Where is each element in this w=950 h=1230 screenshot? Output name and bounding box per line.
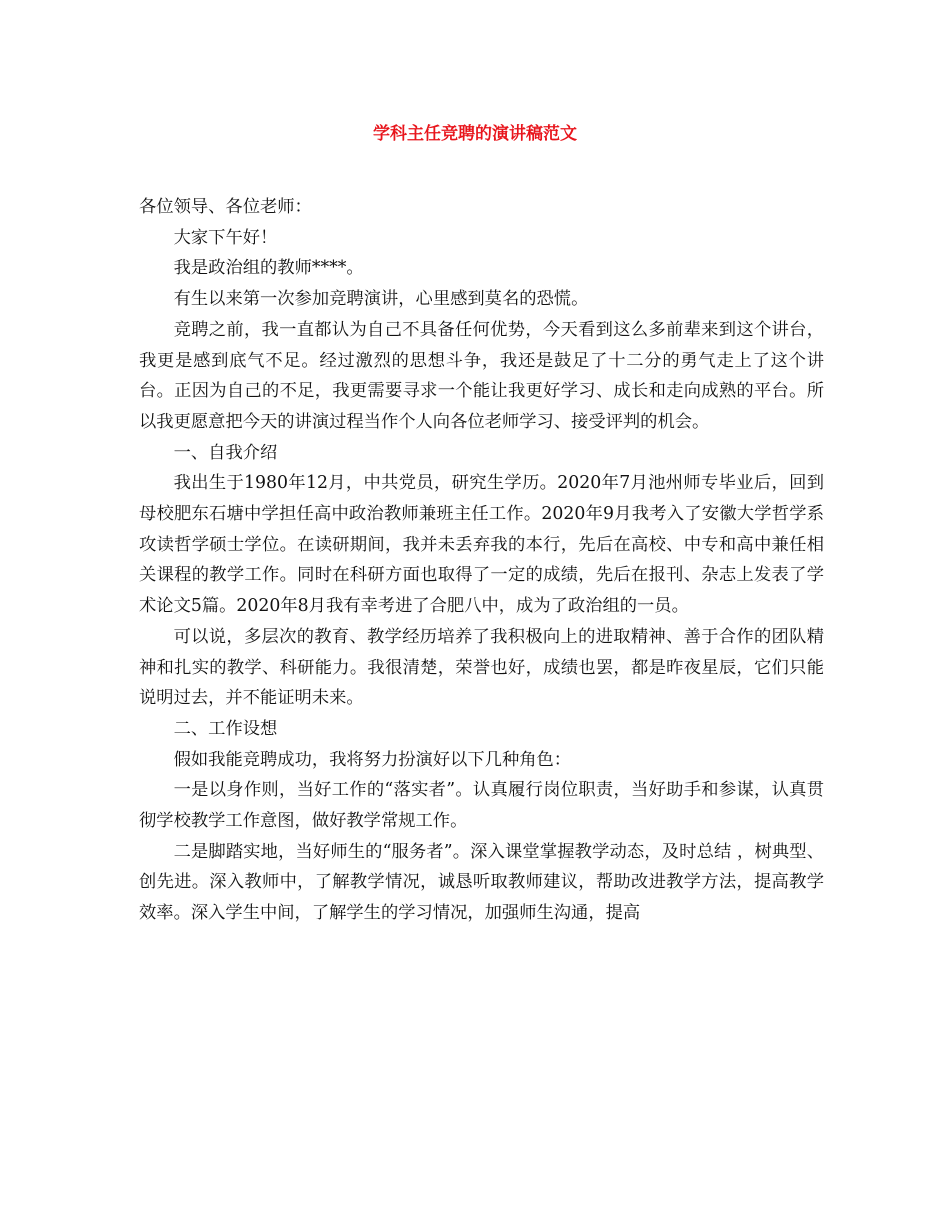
section-heading-work-plan: 二、工作设想	[173, 718, 278, 739]
salutation: 各位领导、各位老师：	[139, 197, 312, 217]
greeting-paragraph: 大家下午好！	[173, 227, 278, 248]
background-paragraph: 我出生于1980年12月，中共党员，研究生学历。2020年7月池州师专毕业后，回到母校肥东石塘中学担任高中政治教师兼班主任工作。2020年9月我考入了安徽大学哲学系攻读哲学硕士学位。在读研期间，我并未丢弃我的本行，先后在高校、中专和高中兼任相关课程的教学工作。同时在科研方面也取得了一定的成绩，先后在报刊、杂志上发表了学术论文5篇。2020年8月我有幸考进了合肥八中，成为了政治组的一员。	[139, 473, 824, 617]
feeling-paragraph: 有生以来第一次参加竞聘演讲，心里感到莫名的恐慌。	[173, 289, 589, 310]
experience-paragraph: 可以说，多层次的教育、教学经历培养了我积极向上的进取精神、善于合作的团队精神和扎实的教学、科研能力。我很清楚，荣誉也好，成绩也罢，都是昨夜星辰，它们只能说明过去，并不能证明未来。	[139, 626, 824, 709]
section-heading-self-introduction: 一、自我介绍	[173, 442, 278, 463]
role-implementer-paragraph: 一是以身作则，当好工作的“落实者”。认真履行岗位职责，当好助手和参谋，认真贯彻学校教学工作意图，做好教学常规工作。	[139, 780, 824, 832]
document-title: 学科主任竞聘的演讲稿范文	[373, 124, 577, 144]
roles-intro-paragraph: 假如我能竞聘成功，我将努力扮演好以下几种角色：	[173, 749, 572, 770]
document-body	[139, 192, 824, 929]
role-server-paragraph: 二是脚踏实地，当好师生的“服务者”。深入课堂掌握教学动态，及时总结 ，树典型、创先进。深入教师中，了解教学情况，诚恳听取教师建议，帮助改进教学方法，提高教学效率。深入学生中间，了解学生的学习情况，加强师生沟通，提高	[139, 841, 824, 924]
self-identification-paragraph: 我是政治组的教师****。	[173, 258, 364, 279]
motivation-paragraph: 竞聘之前，我一直都认为自己不具备任何优势，今天看到这么多前辈来到这个讲台，我更是感到底气不足。经过激烈的思想斗争，我还是鼓足了十二分的勇气走上了这个讲台。正因为自己的不足，我更需要寻求一个能让我更好学习、成长和走向成熟的平台。所以我更愿意把今天的讲演过程当作个人向各位老师学习、接受评判的机会。	[139, 319, 824, 432]
